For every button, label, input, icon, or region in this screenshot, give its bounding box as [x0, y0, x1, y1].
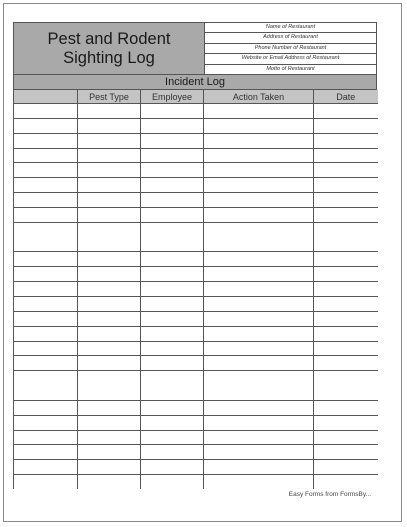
table-cell[interactable]	[314, 207, 378, 222]
table-cell[interactable]	[141, 222, 204, 252]
table-cell[interactable]	[14, 311, 78, 326]
table-row	[14, 252, 378, 267]
table-cell[interactable]	[204, 445, 314, 460]
table-cell[interactable]	[204, 178, 314, 193]
table-cell[interactable]	[141, 475, 204, 490]
table-cell[interactable]	[78, 282, 141, 297]
table-cell[interactable]	[141, 356, 204, 371]
table-cell[interactable]	[78, 400, 141, 415]
form-title: Pest and Rodent Sighting Log	[47, 29, 171, 67]
table-cell[interactable]	[314, 133, 378, 148]
table-cell[interactable]	[141, 118, 204, 133]
table-row	[14, 207, 378, 222]
table-cell[interactable]	[14, 148, 78, 163]
table-cell[interactable]	[78, 356, 141, 371]
table-cell[interactable]	[78, 133, 141, 148]
table-cell[interactable]	[14, 430, 78, 445]
table-cell[interactable]	[78, 104, 141, 119]
column-header: Pest Type	[78, 90, 141, 104]
info-address: Address of Restaurant	[205, 33, 376, 43]
table-cell[interactable]	[14, 163, 78, 178]
table-cell[interactable]	[314, 371, 378, 401]
table-cell[interactable]	[204, 104, 314, 119]
incident-log-table	[13, 90, 378, 489]
column-header	[14, 90, 78, 104]
column-header: Action Taken	[204, 90, 314, 104]
table-cell[interactable]	[78, 445, 141, 460]
table-cell[interactable]	[204, 415, 314, 430]
table-cell[interactable]	[204, 118, 314, 133]
table-cell[interactable]	[314, 296, 378, 311]
table-cell[interactable]	[314, 311, 378, 326]
table-cell[interactable]	[204, 267, 314, 282]
table-row	[14, 193, 378, 208]
table-cell[interactable]	[314, 341, 378, 356]
table-cell[interactable]	[14, 193, 78, 208]
table-cell[interactable]	[141, 148, 204, 163]
table-row	[14, 415, 378, 430]
table-cell[interactable]	[141, 207, 204, 222]
table-row	[14, 133, 378, 148]
table-row	[14, 460, 378, 475]
table-header-row	[14, 90, 378, 104]
table-cell[interactable]	[204, 193, 314, 208]
title-box	[14, 23, 205, 74]
info-phone: Phone Number of Restaurant	[205, 44, 376, 54]
table-cell[interactable]	[141, 104, 204, 119]
table-cell[interactable]	[14, 371, 78, 401]
table-cell[interactable]	[314, 460, 378, 475]
info-name-of-restaurant: Name of Restaurant	[205, 23, 376, 33]
table-cell[interactable]	[204, 326, 314, 341]
table-cell[interactable]	[314, 415, 378, 430]
table-cell[interactable]	[14, 460, 78, 475]
table-row	[14, 222, 378, 252]
table-cell[interactable]	[141, 267, 204, 282]
table-row	[14, 371, 378, 401]
table-cell[interactable]	[14, 104, 78, 119]
table-cell[interactable]	[141, 178, 204, 193]
table-cell[interactable]	[314, 282, 378, 297]
table-cell[interactable]	[204, 475, 314, 490]
table-cell[interactable]	[14, 282, 78, 297]
table-cell[interactable]	[78, 118, 141, 133]
table-row	[14, 326, 378, 341]
table-cell[interactable]	[78, 371, 141, 401]
table-cell[interactable]	[314, 445, 378, 460]
table-cell[interactable]	[14, 296, 78, 311]
table-cell[interactable]	[78, 148, 141, 163]
table-cell[interactable]	[14, 207, 78, 222]
table-cell[interactable]	[78, 460, 141, 475]
column-header: Date	[314, 90, 378, 104]
table-cell[interactable]	[141, 252, 204, 267]
table-cell[interactable]	[314, 252, 378, 267]
table-cell[interactable]	[141, 371, 204, 401]
table-row	[14, 282, 378, 297]
table-row	[14, 341, 378, 356]
info-motto: Motto of Restaurant	[266, 65, 315, 72]
table-cell[interactable]	[204, 222, 314, 252]
table-row	[14, 296, 378, 311]
table-cell[interactable]	[204, 207, 314, 222]
table-cell[interactable]	[141, 460, 204, 475]
table-cell[interactable]	[314, 178, 378, 193]
restaurant-info	[205, 23, 376, 74]
table-cell[interactable]	[14, 475, 78, 490]
table-cell[interactable]	[204, 430, 314, 445]
table-cell[interactable]	[141, 193, 204, 208]
table-body	[14, 104, 378, 490]
table-cell[interactable]	[14, 118, 78, 133]
table-row	[14, 178, 378, 193]
table-cell[interactable]	[14, 415, 78, 430]
table-row	[14, 445, 378, 460]
table-cell[interactable]	[14, 267, 78, 282]
table-cell[interactable]	[14, 222, 78, 252]
table-cell[interactable]	[204, 311, 314, 326]
table-row	[14, 430, 378, 445]
table-cell[interactable]	[14, 356, 78, 371]
column-header: Employee	[141, 90, 204, 104]
table-cell[interactable]	[204, 282, 314, 297]
table-cell[interactable]	[78, 163, 141, 178]
table-cell[interactable]	[14, 133, 78, 148]
table-cell[interactable]	[204, 400, 314, 415]
table-cell[interactable]	[141, 311, 204, 326]
table-cell[interactable]	[314, 356, 378, 371]
table-cell[interactable]	[141, 133, 204, 148]
table-cell[interactable]	[314, 430, 378, 445]
table-row	[14, 311, 378, 326]
table-row	[14, 163, 378, 178]
table-cell[interactable]	[78, 326, 141, 341]
table-cell[interactable]	[314, 267, 378, 282]
table-cell[interactable]	[78, 296, 141, 311]
table-cell[interactable]	[78, 341, 141, 356]
table-cell[interactable]	[204, 148, 314, 163]
table-row	[14, 148, 378, 163]
table-cell[interactable]	[314, 163, 378, 178]
table-cell[interactable]	[78, 222, 141, 252]
table-cell[interactable]	[141, 415, 204, 430]
table-cell[interactable]	[204, 252, 314, 267]
table-row	[14, 475, 378, 490]
footer-credit: Easy Forms from FormsBy...	[288, 491, 371, 498]
table-cell[interactable]	[141, 326, 204, 341]
table-cell[interactable]	[141, 400, 204, 415]
section-title: Incident Log	[13, 75, 377, 90]
table-cell[interactable]	[14, 445, 78, 460]
table-cell[interactable]	[141, 341, 204, 356]
table-cell[interactable]	[314, 148, 378, 163]
table-cell[interactable]	[141, 163, 204, 178]
table-cell[interactable]	[204, 163, 314, 178]
table-cell[interactable]	[204, 371, 314, 401]
table-row	[14, 118, 378, 133]
table-cell[interactable]	[14, 341, 78, 356]
table-cell[interactable]	[78, 178, 141, 193]
table-cell[interactable]	[141, 430, 204, 445]
table-cell[interactable]	[14, 252, 78, 267]
table-cell[interactable]	[314, 326, 378, 341]
table-row	[14, 356, 378, 371]
table-cell[interactable]	[78, 193, 141, 208]
table-cell[interactable]	[204, 133, 314, 148]
table-row	[14, 104, 378, 119]
table-cell[interactable]	[204, 460, 314, 475]
table-cell[interactable]	[78, 415, 141, 430]
table-cell[interactable]	[314, 222, 378, 252]
table-cell[interactable]	[14, 178, 78, 193]
table-cell[interactable]	[14, 400, 78, 415]
table-cell[interactable]	[314, 118, 378, 133]
table-cell[interactable]	[141, 282, 204, 297]
table-cell[interactable]	[314, 104, 378, 119]
table-cell[interactable]	[78, 475, 141, 490]
table-cell[interactable]	[78, 207, 141, 222]
table-cell[interactable]	[14, 326, 78, 341]
table-cell[interactable]	[204, 356, 314, 371]
table-cell[interactable]	[78, 430, 141, 445]
info-website: Website or Email Address of Restaurant	[205, 54, 376, 64]
form-header	[13, 22, 377, 75]
table-cell[interactable]	[204, 296, 314, 311]
table-cell[interactable]	[314, 475, 378, 490]
table-cell[interactable]	[204, 341, 314, 356]
table-cell[interactable]	[141, 445, 204, 460]
table-cell[interactable]	[78, 311, 141, 326]
table-cell[interactable]	[141, 296, 204, 311]
table-cell[interactable]	[314, 193, 378, 208]
table-cell[interactable]	[78, 252, 141, 267]
table-cell[interactable]	[78, 267, 141, 282]
table-row	[14, 267, 378, 282]
table-cell[interactable]	[314, 400, 378, 415]
table-row	[14, 400, 378, 415]
